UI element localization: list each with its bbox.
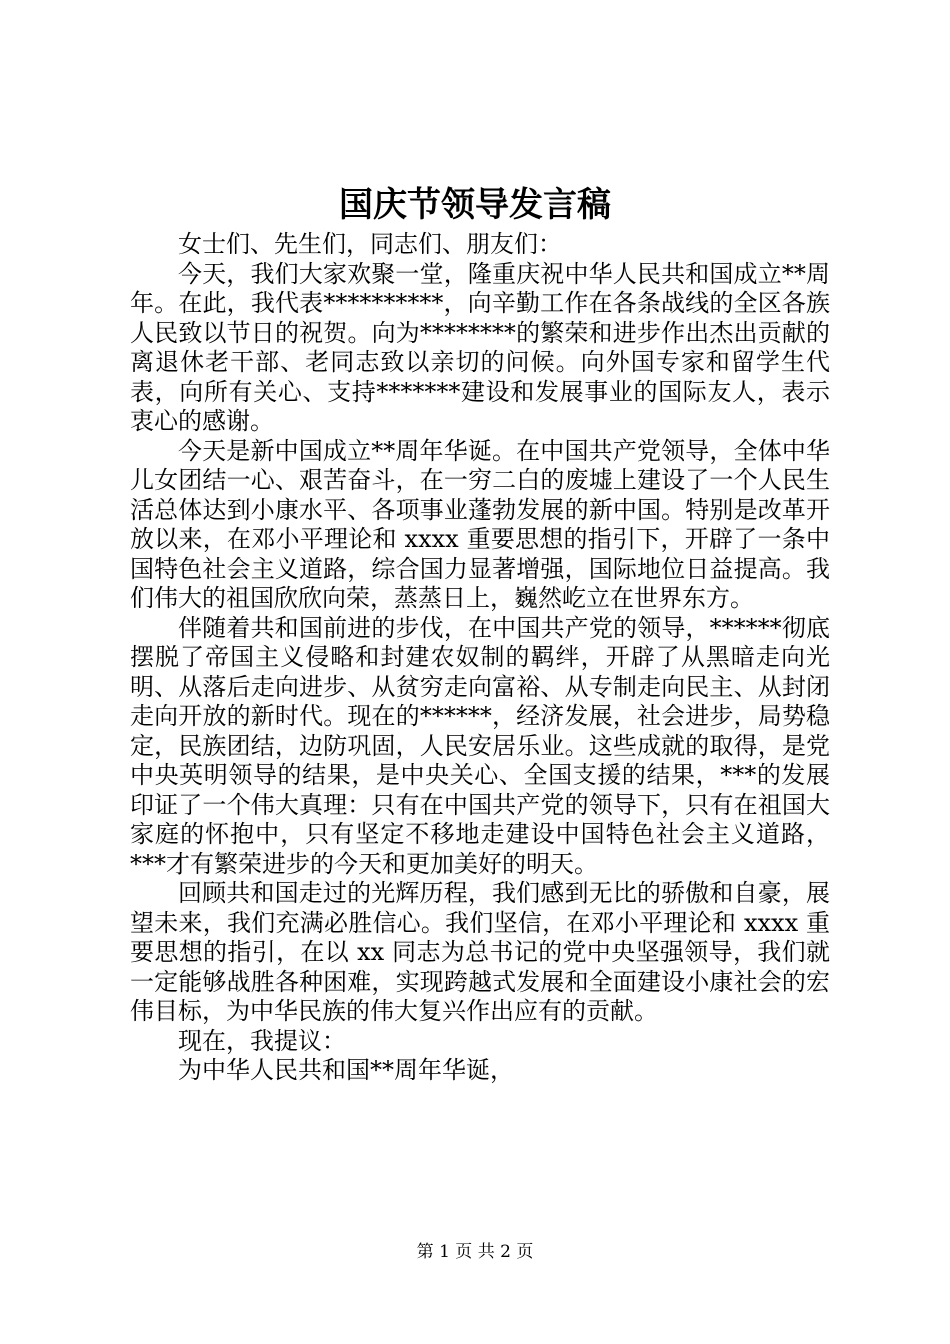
paragraph-3: 伴随着共和国前进的步伐，在中国共产党的领导，******彻底摆脱了帝国主义侵略和封建农奴制的羁绊，开辟了从黑暗走向光明、从落后走向进步、从贫穷走向富裕、从专制走向民主、从封闭走向开放的新时代。现在的******，经济发展，社会进步，局势稳定，民族团结，边防巩固，人民安居乐业。这些成就的取得，是党中央英明领导的结果，是中央关心、全国支援的结果，***的发展印证了一个伟大真理：只有在中国共产党的领导下，只有在祖国大家庭的怀抱中，只有坚定不移地走建设中国特色社会主义道路，***才有繁荣进步的今天和更加美好的明天。 [130,613,830,878]
document-title: 国庆节领导发言稿 [339,185,611,225]
paragraph-4: 回顾共和国走过的光辉历程，我们感到无比的骄傲和自豪，展望未来，我们充满必胜信心。我们坚信，在邓小平理论和 xxxx 重要思想的指引，在以 xx 同志为总书记的党中央坚强领导，我们就一定能够战胜各种困难，实现跨越式发展和全面建设小康社会的宏伟目标，为中华民族的伟大复兴作出应有的贡献。 [130,879,830,1025]
paragraph-5: 现在，我提议： [178,1026,346,1055]
paragraph-1: 今天，我们大家欢聚一堂，隆重庆祝中华人民共和国成立**周年。在此，我代表**********，向辛勤工作在各条战线的全区各族人民致以节日的祝贺。向为********的繁荣和进步作出杰出贡献的离退休老干部、老同志致以亲切的问候。向外国专家和留学生代表，向所有关心、支持*******建设和发展事业的国际友人，表示衷心的感谢。 [130,259,830,435]
paragraph-6: 为中华人民共和国**周年华诞， [178,1056,514,1084]
page-number-footer: 第 1 页 共 2 页 [416,1242,534,1262]
paragraph-2: 今天是新中国成立**周年华诞。在中国共产党领导，全体中华儿女团结一心、艰苦奋斗，在一穷二白的废墟上建设了一个人民生活总体达到小康水平、各项事业蓬勃发展的新中国。特别是改革开放以来，在邓小平理论和 xxxx 重要思想的指引下，开辟了一条中国特色社会主义道路，综合国力显著增强，国际地位日益提高。我们伟大的祖国欣欣向荣，蒸蒸日上，巍然屹立在世界东方。 [130,436,830,612]
paragraph-salutation: 女士们、先生们，同志们、朋友们： [178,230,562,258]
document-body [130,230,830,1086]
